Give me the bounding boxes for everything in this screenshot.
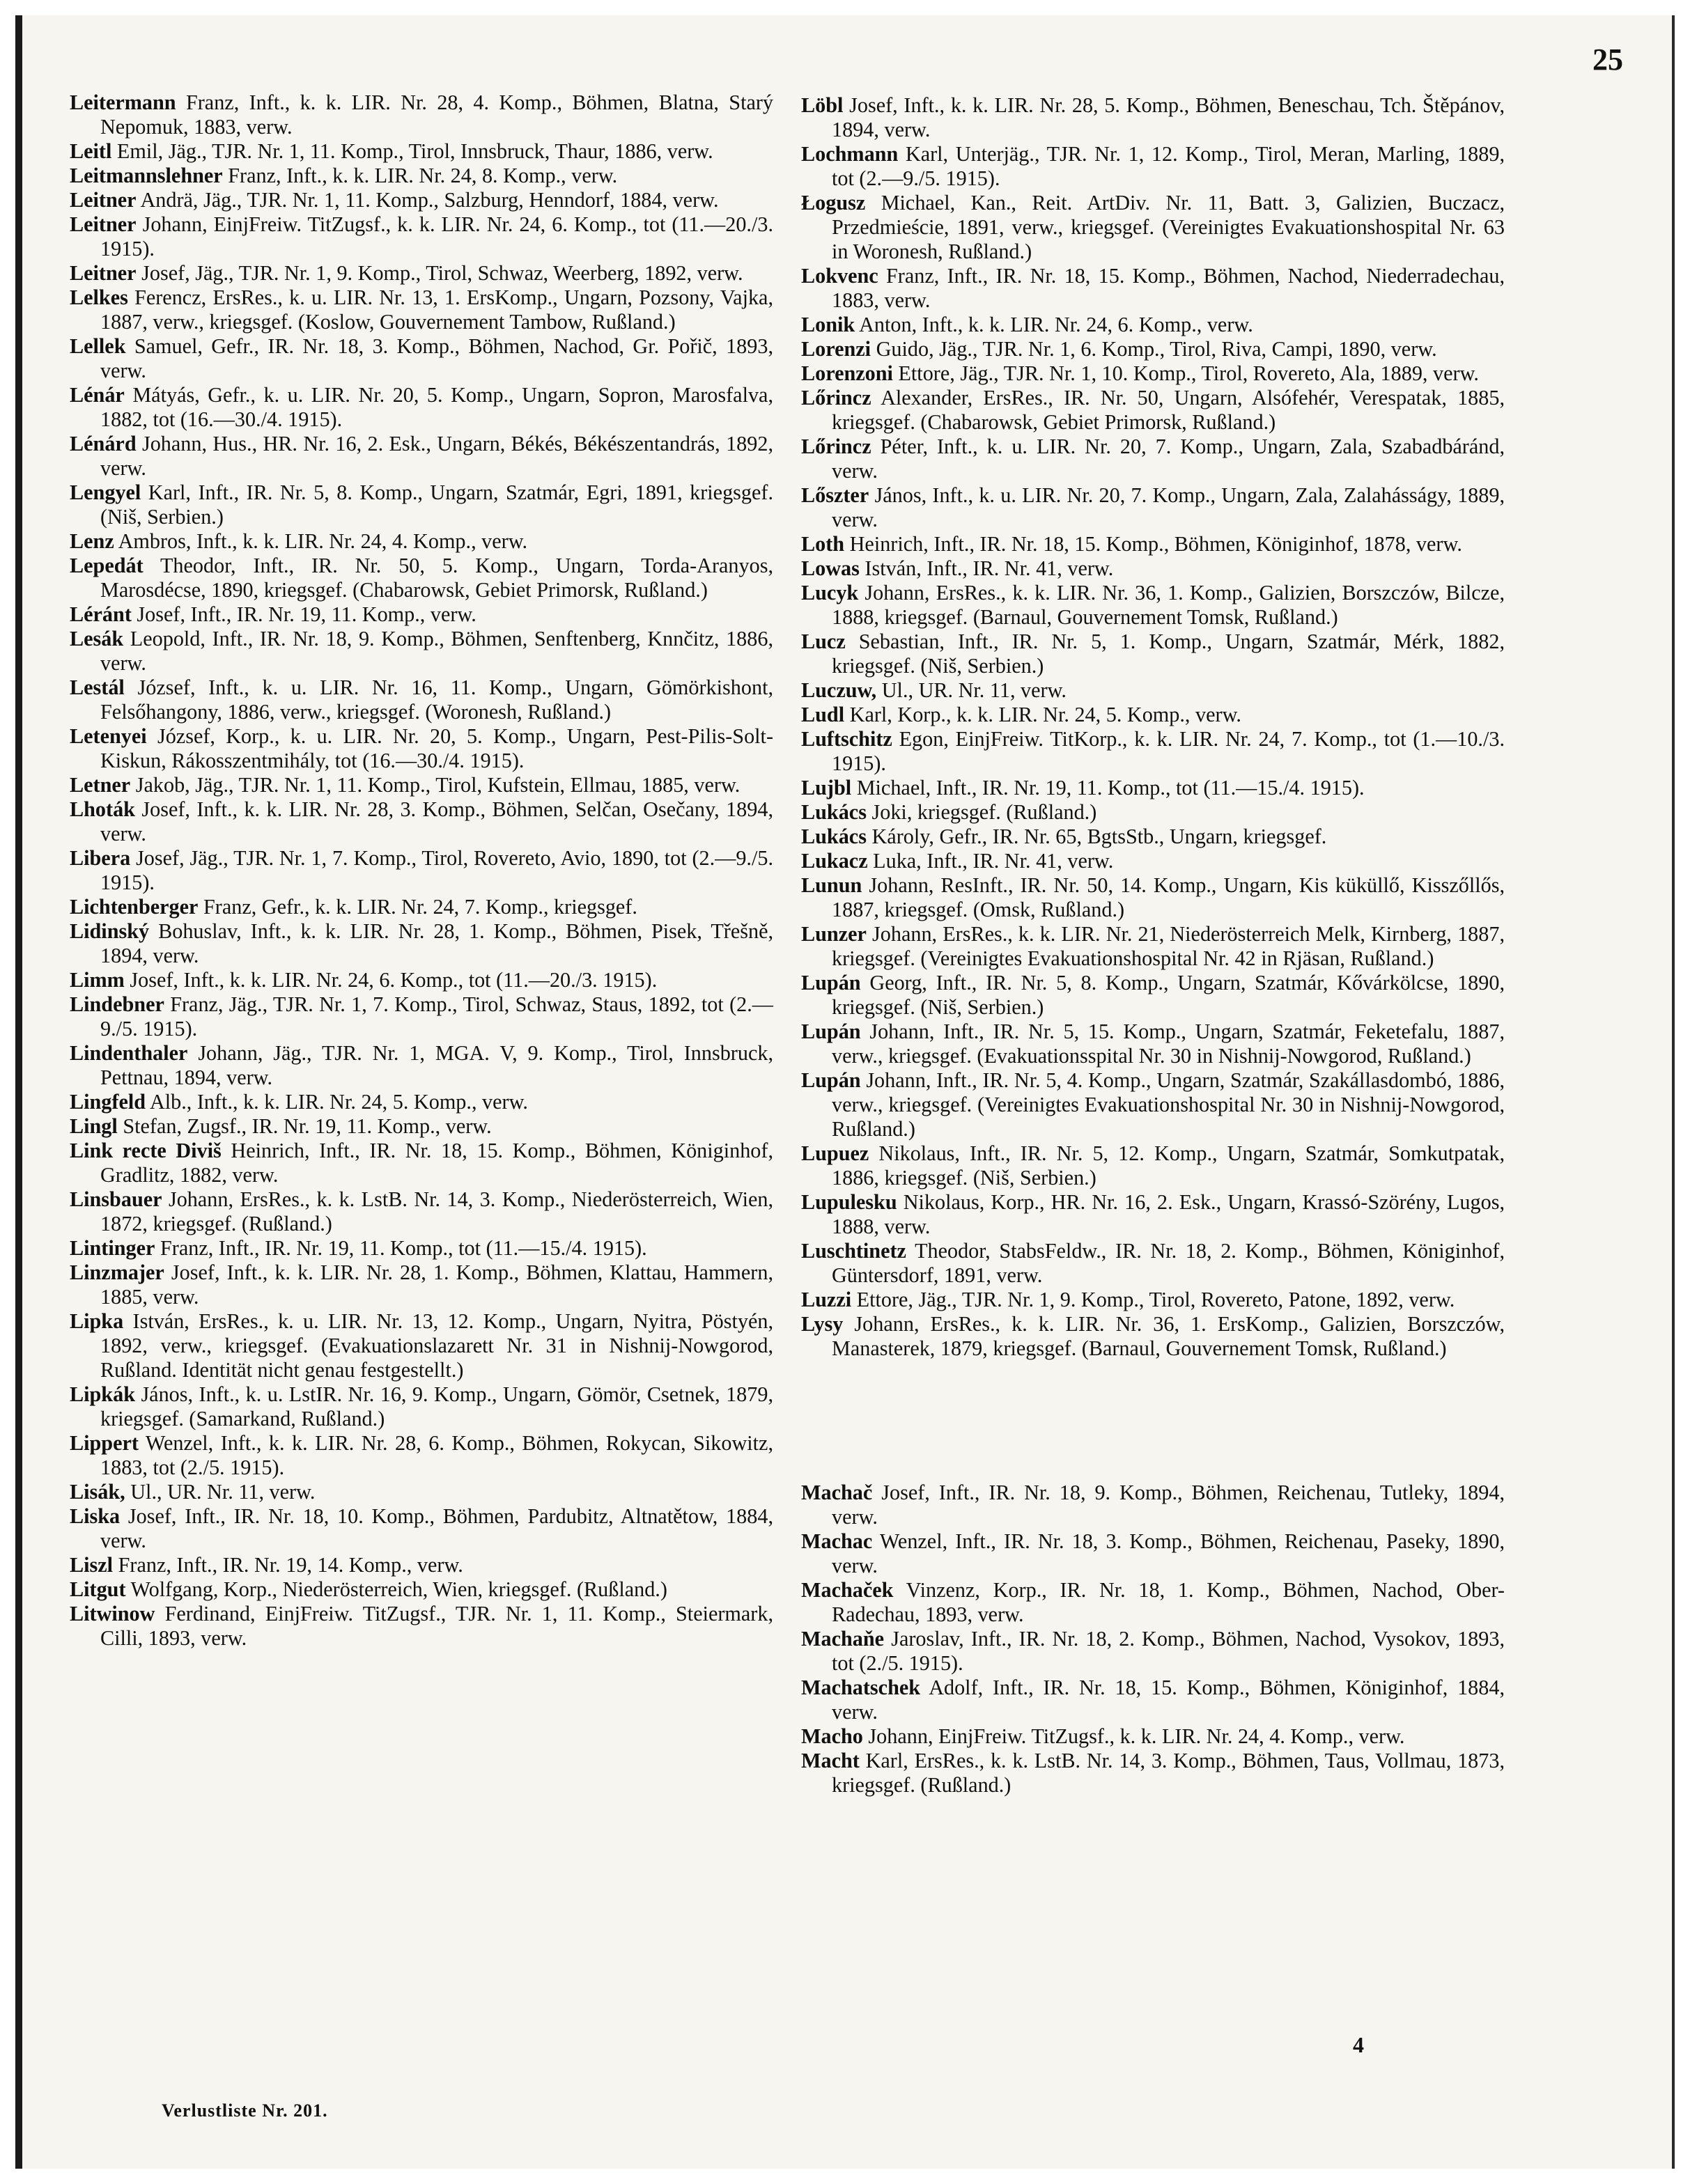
entry-surname: Lukács: [801, 825, 867, 848]
casualty-entry: [70, 676, 773, 724]
casualty-entry: [70, 261, 773, 286]
entry-surname: Lőrincz: [801, 435, 871, 458]
entry-surname: Lupuez: [801, 1141, 869, 1165]
casualty-entry: [801, 1627, 1505, 1676]
entry-surname: Lukács: [801, 800, 867, 824]
entry-surname: Lokvenc: [801, 264, 878, 288]
casualty-entry: [801, 483, 1505, 532]
entry-surname: Litwinow: [70, 1602, 155, 1625]
entry-details: Ettore, Jäg., TJR. Nr. 1, 9. Komp., Tirol, Rovereto, Patone, 1892, verw.: [856, 1288, 1455, 1311]
casualty-entry: [801, 703, 1505, 727]
entry-surname: Linsbauer: [70, 1187, 162, 1211]
entry-surname: Lénár: [70, 383, 125, 407]
entry-surname: Lőszter: [801, 483, 869, 507]
entry-surname: Lysy: [801, 1312, 844, 1336]
footer-list-title: Verlustliste Nr. 201.: [162, 2100, 328, 2121]
entry-details: Johann, Jäg., TJR. Nr. 1, MGA. V, 9. Komp., Tirol, Innsbruck, Pettnau, 1894, verw.: [100, 1041, 773, 1089]
casualty-entry: [801, 1068, 1505, 1141]
entry-surname: Letner: [70, 773, 131, 797]
entry-surname: Luzzi: [801, 1288, 852, 1311]
casualty-entry: [70, 627, 773, 676]
entry-details: Johann, Inft., IR. Nr. 5, 15. Komp., Ungarn, Szatmár, Feketefalu, 1887, verw., kriegsgef. (Evakuationsspital Nr. 30 in Nishnij-Nowgorod, Rußland.): [832, 1020, 1505, 1068]
entry-details: Franz, Inft., IR. Nr. 19, 11. Komp., tot (11.—15./4. 1915).: [160, 1236, 647, 1260]
entry-surname: Machaňe: [801, 1627, 885, 1651]
casualty-entry: [801, 825, 1505, 849]
casualty-entry: [801, 1312, 1505, 1361]
casualty-entry: [70, 286, 773, 334]
entry-details: Nikolaus, Korp., HR. Nr. 16, 2. Esk., Ungarn, Krassó-Szörény, Lugos, 1888, verw.: [832, 1190, 1505, 1238]
casualty-entry: [70, 1041, 773, 1090]
entry-surname: Lingl: [70, 1114, 118, 1138]
entry-surname: Luschtinetz: [801, 1239, 906, 1263]
entry-surname: Loth: [801, 532, 845, 556]
entry-details: Franz, Inft., k. k. LIR. Nr. 28, 4. Komp., Böhmen, Blatna, Starý Nepomuk, 1883, verw.: [100, 91, 774, 139]
casualty-entry: [801, 93, 1505, 142]
entry-details: Ul., UR. Nr. 11, verw.: [130, 1480, 316, 1504]
entry-surname: Lonik: [801, 313, 855, 336]
casualty-entry: [70, 164, 773, 188]
entry-surname: Lupán: [801, 971, 861, 994]
casualty-entry: [70, 1309, 773, 1382]
casualty-entry: [801, 1749, 1505, 1797]
casualty-entry: [70, 895, 773, 919]
entry-surname: Lunzer: [801, 922, 867, 946]
entry-details: Wolfgang, Korp., Niederösterreich, Wien, kriegsgef. (Rußland.): [130, 1577, 667, 1601]
casualty-entry: [801, 1141, 1505, 1190]
casualty-entry: [801, 678, 1505, 703]
entry-surname: Lochmann: [801, 142, 899, 166]
casualty-entry: [801, 1020, 1505, 1068]
entry-surname: Macht: [801, 1749, 860, 1772]
casualty-entry: [70, 968, 773, 992]
casualty-entry: [70, 846, 773, 895]
entry-surname: Machac: [801, 1529, 873, 1553]
entry-surname: Lengyel: [70, 481, 141, 504]
entry-details: Stefan, Zugsf., IR. Nr. 19, 11. Komp., verw.: [123, 1114, 492, 1138]
casualty-entry: [70, 1577, 773, 1602]
entry-surname: Lindenthaler: [70, 1041, 188, 1065]
entry-details: János, Inft., k. u. LIR. Nr. 20, 7. Komp., Ungarn, Zala, Zalahásságy, 1889, verw.: [832, 483, 1505, 531]
entry-surname: Machaček: [801, 1578, 894, 1602]
entry-details: Josef, Inft., IR. Nr. 18, 9. Komp., Böhmen, Reichenau, Tutleky, 1894, verw.: [832, 1481, 1505, 1529]
entry-details: Samuel, Gefr., IR. Nr. 18, 3. Komp., Böhmen, Nachod, Gr. Pořič, 1893, verw.: [100, 334, 773, 382]
casualty-entry: [801, 1676, 1505, 1724]
entry-details: Johann, EinjFreiw. TitZugsf., k. k. LIR. Nr. 24, 4. Komp., verw.: [868, 1724, 1405, 1748]
entry-surname: Leitner: [70, 188, 137, 212]
entry-details: Péter, Inft., k. u. LIR. Nr. 20, 7. Komp., Ungarn, Zala, Szabadbáránd, verw.: [832, 435, 1505, 483]
casualty-entry: [70, 188, 773, 212]
casualty-entry: [801, 313, 1505, 337]
entry-surname: Lintinger: [70, 1236, 155, 1260]
entry-details: Nikolaus, Inft., IR. Nr. 5, 12. Komp., Ungarn, Szatmár, Somkutpatak, 1886, kriegsgef. (Niš, Serbien.): [832, 1141, 1505, 1190]
entry-details: Mátyás, Gefr., k. u. LIR. Nr. 20, 5. Komp., Ungarn, Sopron, Marosfalva, 1882, tot (16.—30./4. 1915).: [100, 383, 774, 431]
entry-details: Joki, kriegsgef. (Rußland.): [871, 800, 1097, 824]
entry-surname: Lupán: [801, 1068, 861, 1092]
entry-details: Franz, Inft., IR. Nr. 18, 15. Komp., Böhmen, Nachod, Niederradechau, 1883, verw.: [832, 264, 1505, 312]
casualty-entry: [70, 481, 773, 529]
entry-details: Georg, Inft., IR. Nr. 5, 8. Komp., Ungarn, Szatmár, Kővárkölcse, 1890, kriegsgef. (Niš, Serbien.): [832, 971, 1505, 1019]
entry-details: Theodor, StabsFeldw., IR. Nr. 18, 2. Komp., Böhmen, Königinhof, Güntersdorf, 1891, verw.: [832, 1239, 1505, 1287]
entry-details: József, Korp., k. u. LIR. Nr. 20, 5. Komp., Ungarn, Pest-Pilis-Solt-Kiskun, Rákosszentmihály, tot (16.—30./4. 1915).: [100, 724, 773, 772]
entry-surname: Lukacz: [801, 849, 868, 873]
entry-surname: Lorenzi: [801, 337, 871, 361]
entry-details: József, Inft., k. u. LIR. Nr. 16, 11. Komp., Ungarn, Gömörkishont, Felsőhangony, 1886, verw., kriegsgef. (Woronesh, Rußland.): [100, 676, 774, 724]
entry-details: Ferdinand, EinjFreiw. TitZugsf., TJR. Nr. 1, 11. Komp., Steiermark, Cilli, 1893, verw.: [100, 1602, 774, 1650]
casualty-entry: [801, 1529, 1505, 1578]
entry-details: Josef, Inft., IR. Nr. 18, 10. Komp., Böhmen, Pardubitz, Altnatětow, 1884, verw.: [100, 1504, 774, 1552]
section-gap: [801, 1361, 1505, 1481]
entry-surname: Léránt: [70, 602, 132, 626]
entry-surname: Libera: [70, 846, 131, 870]
casualty-entry: [70, 1480, 773, 1504]
casualty-entry: [801, 435, 1505, 483]
casualty-entry: [801, 922, 1505, 971]
casualty-entry: [801, 1481, 1505, 1529]
entry-surname: Liska: [70, 1504, 121, 1528]
entry-surname: Lhoták: [70, 797, 135, 821]
entry-details: Michael, Kan., Reit. ArtDiv. Nr. 11, Batt. 3, Galizien, Buczacz, Przedmieście, 1891, verw., kriegsgef. (Vereinigtes Evakuationshospital Nr. 63 in Woronesh, Rußland.): [832, 191, 1505, 263]
entry-surname: Leitermann: [70, 91, 176, 114]
casualty-entry: [70, 919, 773, 968]
entry-details: Franz, Gefr., k. k. LIR. Nr. 24, 7. Komp., kriegsgef.: [203, 895, 637, 919]
entry-surname: Lingfeld: [70, 1090, 146, 1114]
entry-details: Johann, ErsRes., k. k. LIR. Nr. 36, 1. Komp., Galizien, Borszczów, Bilcze, 1888, kriegsgef. (Barnaul, Gouvernement Tomsk, Rußland.): [832, 581, 1505, 629]
entry-surname: Lowas: [801, 556, 860, 580]
casualty-entry: [70, 432, 773, 481]
casualty-entry: [70, 1382, 773, 1431]
entry-details: Theodor, Inft., IR. Nr. 50, 5. Komp., Ungarn, Torda-Aranyos, Marosdécse, 1890, kriegsgef. (Chabarowsk, Gebiet Primorsk, Rußland.): [100, 554, 773, 602]
entry-details: Josef, Inft., k. k. LIR. Nr. 24, 6. Komp., tot (11.—20./3. 1915).: [130, 968, 658, 992]
entry-surname: Löbl: [801, 93, 844, 117]
entry-details: Guido, Jäg., TJR. Nr. 1, 6. Komp., Tirol, Riva, Campi, 1890, verw.: [876, 337, 1437, 361]
entry-surname: Lőrincz: [801, 386, 871, 410]
casualty-entry: [70, 1139, 773, 1187]
casualty-entry: [70, 602, 773, 627]
entry-surname: Leitl: [70, 139, 112, 163]
entry-surname: Lestál: [70, 676, 125, 699]
entry-details: Ferencz, ErsRes., k. u. LIR. Nr. 13, 1. ErsKomp., Ungarn, Pozsony, Vajka, 1887, verw., kriegsgef. (Koslow, Gouvernement Tambow, Rußland.): [100, 286, 773, 334]
entry-details: Egon, EinjFreiw. TitKorp., k. k. LIR. Nr. 24, 7. Komp., tot (1.—10./3. 1915).: [832, 727, 1505, 775]
entry-details: Franz, Inft., k. k. LIR. Nr. 24, 8. Komp., verw.: [228, 164, 618, 187]
casualty-entry: [70, 91, 773, 139]
entry-details: Anton, Inft., k. k. LIR. Nr. 24, 6. Komp., verw.: [859, 313, 1253, 336]
casualty-entry: [70, 1261, 773, 1309]
entry-details: Vinzenz, Korp., IR. Nr. 18, 1. Komp., Böhmen, Nachod, Ober-Radechau, 1893, verw.: [832, 1578, 1505, 1626]
right-column-m-entries: [801, 1481, 1505, 1797]
entry-details: János, Inft., k. u. LstIR. Nr. 16, 9. Komp., Ungarn, Gömör, Csetnek, 1879, kriegsgef. (Samarkand, Rußland.): [100, 1382, 774, 1430]
entry-details: Alb., Inft., k. k. LIR. Nr. 24, 5. Komp., verw.: [149, 1090, 528, 1114]
casualty-entry: [70, 212, 773, 261]
casualty-entry: [70, 554, 773, 602]
entry-surname: Lesák: [70, 627, 124, 650]
entry-surname: Luftschitz: [801, 727, 892, 751]
casualty-entry: [801, 630, 1505, 678]
casualty-entry: [801, 776, 1505, 800]
casualty-entry: [801, 556, 1505, 581]
entry-surname: Lupán: [801, 1020, 861, 1043]
casualty-entry: [70, 1236, 773, 1261]
entry-details: Ambros, Inft., k. k. LIR. Nr. 24, 4. Komp., verw.: [118, 529, 528, 553]
entry-details: Josef, Inft., k. k. LIR. Nr. 28, 3. Komp., Böhmen, Selčan, Osečany, 1894, verw.: [100, 797, 773, 845]
casualty-entry: [801, 971, 1505, 1020]
entry-details: Wenzel, Inft., IR. Nr. 18, 3. Komp., Böhmen, Reichenau, Paseky, 1890, verw.: [832, 1529, 1505, 1577]
entry-surname: Lorenzoni: [801, 361, 893, 385]
entry-surname: Machatschek: [801, 1676, 921, 1699]
document-page: [15, 15, 1675, 2169]
entry-details: Luka, Inft., IR. Nr. 41, verw.: [873, 849, 1114, 873]
casualty-entry: [801, 581, 1505, 630]
entry-details: Johann, ResInft., IR. Nr. 50, 14. Komp., Ungarn, Kis küküllő, Kisszőllős, 1887, kriegsgef. (Omsk, Rußland.): [832, 873, 1505, 921]
casualty-entry: [801, 337, 1505, 361]
casualty-entry: [801, 1724, 1505, 1749]
entry-details: Heinrich, Inft., IR. Nr. 18, 15. Komp., Böhmen, Königinhof, 1878, verw.: [849, 532, 1462, 556]
entry-surname: Lellek: [70, 334, 126, 358]
casualty-entry: [70, 797, 773, 846]
entry-details: Wenzel, Inft., k. k. LIR. Nr. 28, 6. Komp., Böhmen, Rokycan, Sikowitz, 1883, tot (2./5. 1915).: [100, 1431, 773, 1479]
casualty-entry: [801, 800, 1505, 825]
casualty-entry: [70, 724, 773, 773]
entry-details: Johann, EinjFreiw. TitZugsf., k. k. LIR. Nr. 24, 6. Komp., tot (11.—20./3. 1915).: [100, 212, 773, 260]
casualty-entry: [70, 1090, 773, 1114]
entry-surname: Macho: [801, 1724, 863, 1748]
entry-surname: Lisák,: [70, 1480, 125, 1504]
casualty-entry: [70, 529, 773, 554]
entry-surname: Lucz: [801, 630, 846, 653]
left-column: [70, 91, 773, 1651]
entry-details: Jaroslav, Inft., IR. Nr. 18, 2. Komp., Böhmen, Nachod, Vysokov, 1893, tot (2./5. 1915).: [832, 1627, 1505, 1675]
entry-details: Leopold, Inft., IR. Nr. 18, 9. Komp., Böhmen, Senftenberg, Knnčitz, 1886, verw.: [100, 627, 773, 675]
casualty-entry: [70, 773, 773, 797]
entry-surname: Lenz: [70, 529, 114, 553]
entry-details: Josef, Inft., k. k. LIR. Nr. 28, 1. Komp., Böhmen, Klattau, Hammern, 1885, verw.: [100, 1261, 773, 1309]
entry-surname: Link recte Diviš: [70, 1139, 222, 1162]
entry-details: Ul., UR. Nr. 11, verw.: [881, 678, 1067, 702]
entry-surname: Lujbl: [801, 776, 852, 800]
entry-details: István, Inft., IR. Nr. 41, verw.: [865, 556, 1114, 580]
casualty-entry: [70, 139, 773, 164]
casualty-entry: [801, 1578, 1505, 1627]
entry-details: Heinrich, Inft., IR. Nr. 18, 15. Komp., Böhmen, Königinhof, Gradlitz, 1882, verw.: [100, 1139, 774, 1187]
casualty-entry: [801, 532, 1505, 556]
casualty-entry: [70, 1114, 773, 1139]
entry-details: Franz, Jäg., TJR. Nr. 1, 7. Komp., Tirol, Schwaz, Staus, 1892, tot (2.—9./5. 1915).: [100, 992, 773, 1040]
entry-details: Josef, Inft., k. k. LIR. Nr. 28, 5. Komp., Böhmen, Beneschau, Tch. Štěpánov, 1894, verw.: [832, 93, 1505, 141]
entry-details: Josef, Jäg., TJR. Nr. 1, 7. Komp., Tirol, Rovereto, Avio, 1890, tot (2.—9./5. 1915).: [100, 846, 773, 894]
entry-details: Franz, Inft., IR. Nr. 19, 14. Komp., verw.: [118, 1553, 463, 1577]
entry-details: Karl, Korp., k. k. LIR. Nr. 24, 5. Komp., verw.: [849, 703, 1241, 726]
casualty-entry: [70, 992, 773, 1041]
entry-details: Karl, Unterjäg., TJR. Nr. 1, 12. Komp., Tirol, Meran, Marling, 1889, tot (2.—9./5. 1915).: [832, 142, 1505, 190]
casualty-entry: [70, 383, 773, 432]
entry-surname: Lunun: [801, 873, 862, 897]
entry-surname: Leitner: [70, 261, 137, 285]
entry-details: Johann, ErsRes., k. k. LIR. Nr. 36, 1. ErsKomp., Galizien, Borszczów, Manasterek, 1879, kriegsgef. (Barnaul, Gouvernement Tomsk, Rußland.): [832, 1312, 1505, 1360]
entry-details: Josef, Inft., IR. Nr. 19, 11. Komp., verw.: [137, 602, 476, 626]
entry-surname: Lepedát: [70, 554, 144, 577]
entry-surname: Limm: [70, 968, 125, 992]
entry-surname: Machač: [801, 1481, 873, 1504]
page-number: 25: [1592, 42, 1623, 77]
entry-details: Bohuslav, Inft., k. k. LIR. Nr. 28, 1. Komp., Böhmen, Pisek, Třešně, 1894, verw.: [100, 919, 774, 967]
right-column-top-entries: [801, 93, 1505, 1361]
entry-details: Alexander, ErsRes., IR. Nr. 50, Ungarn, Alsófehér, Verespatak, 1885, kriegsgef. (Chabarowsk, Gebiet Primorsk, Rußland.): [832, 386, 1505, 434]
entry-surname: Lipka: [70, 1309, 124, 1333]
casualty-entry: [801, 727, 1505, 776]
entry-details: István, ErsRes., k. u. LIR. Nr. 13, 12. Komp., Ungarn, Nyitra, Pöstyén, 1892, verw., kriegsgef. (Evakuationslazarett Nr. 31 in Nishnij-Nowgorod, Rußland. Identität nicht genau festgestellt.): [100, 1309, 773, 1382]
casualty-entry: [801, 142, 1505, 191]
entry-surname: Liszl: [70, 1553, 114, 1577]
entry-surname: Leitmannslehner: [70, 164, 223, 187]
entry-details: Sebastian, Inft., IR. Nr. 5, 1. Komp., Ungarn, Szatmár, Mérk, 1882, kriegsgef. (Niš, Serbien.): [832, 630, 1505, 678]
entry-surname: Lelkes: [70, 286, 128, 309]
casualty-entry: [801, 1190, 1505, 1239]
casualty-entry: [801, 191, 1505, 264]
entry-surname: Lichtenberger: [70, 895, 199, 919]
entry-details: Josef, Jäg., TJR. Nr. 1, 9. Komp., Tirol, Schwaz, Weerberg, 1892, verw.: [141, 261, 743, 285]
entry-details: Ettore, Jäg., TJR. Nr. 1, 10. Komp., Tirol, Rovereto, Ala, 1889, verw.: [898, 361, 1479, 385]
casualty-entry: [70, 334, 773, 383]
entry-details: Johann, Inft., IR. Nr. 5, 4. Komp., Ungarn, Szatmár, Szakállasdombó, 1886, verw., kriegsgef. (Vereinigtes Evakuationshospital Nr. 30 in Nishnij-Nowgorod, Rußland.): [832, 1068, 1505, 1141]
entry-details: Karl, Inft., IR. Nr. 5, 8. Komp., Ungarn, Szatmár, Egri, 1891, kriegsgef. (Niš, Serbien.): [100, 481, 774, 529]
entry-surname: Lippert: [70, 1431, 139, 1455]
casualty-entry: [70, 1187, 773, 1236]
casualty-entry: [801, 849, 1505, 873]
entry-surname: Lucyk: [801, 581, 859, 604]
entry-details: Michael, Inft., IR. Nr. 19, 11. Komp., tot (11.—15./4. 1915).: [856, 776, 1365, 800]
entry-details: Johann, Hus., HR. Nr. 16, 2. Esk., Ungarn, Békés, Békészentandrás, 1892, verw.: [100, 432, 773, 480]
casualty-entry: [70, 1553, 773, 1577]
casualty-entry: [801, 361, 1505, 386]
entry-surname: Litgut: [70, 1577, 126, 1601]
entry-details: Jakob, Jäg., TJR. Nr. 1, 11. Komp., Tirol, Kufstein, Ellmau, 1885, verw.: [135, 773, 741, 797]
entry-surname: Ludl: [801, 703, 845, 726]
entry-details: Károly, Gefr., IR. Nr. 65, BgtsStb., Ungarn, kriegsgef.: [871, 825, 1327, 848]
casualty-entry: [70, 1602, 773, 1651]
entry-surname: Lénárd: [70, 432, 137, 455]
casualty-entry: [801, 386, 1505, 435]
entry-surname: Lipkák: [70, 1382, 135, 1406]
casualty-entry: [801, 1288, 1505, 1312]
entry-details: Adolf, Inft., IR. Nr. 18, 15. Komp., Böhmen, Königinhof, 1884, verw.: [832, 1676, 1505, 1724]
entry-surname: Lidinský: [70, 919, 150, 943]
entry-details: Emil, Jäg., TJR. Nr. 1, 11. Komp., Tirol, Innsbruck, Thaur, 1886, verw.: [116, 139, 713, 163]
casualty-entry: [801, 1239, 1505, 1288]
entry-details: Johann, ErsRes., k. k. LstB. Nr. 14, 3. Komp., Niederösterreich, Wien, 1872, kriegsgef. (Rußland.): [100, 1187, 774, 1235]
entry-details: Andrä, Jäg., TJR. Nr. 1, 11. Komp., Salzburg, Henndorf, 1884, verw.: [140, 188, 719, 212]
entry-surname: Luczuw,: [801, 678, 877, 702]
entry-surname: Linzmajer: [70, 1261, 164, 1284]
entry-details: Karl, ErsRes., k. k. LstB. Nr. 14, 3. Komp., Böhmen, Taus, Vollmau, 1873, kriegsgef. (Rußland.): [832, 1749, 1505, 1797]
entry-surname: Łogusz: [801, 191, 866, 214]
right-column: [801, 93, 1505, 1797]
casualty-entry: [801, 264, 1505, 313]
entry-surname: Leitner: [70, 212, 137, 236]
entry-surname: Lindebner: [70, 992, 164, 1016]
casualty-entry: [70, 1431, 773, 1480]
entry-details: Johann, ErsRes., k. k. LIR. Nr. 21, Niederösterreich Melk, Kirnberg, 1887, kriegsgef. (Vereinigtes Evakuationshospital Nr. 42 in Rjäsan, Rußland.): [832, 922, 1505, 970]
casualty-entry: [801, 873, 1505, 922]
casualty-entry: [70, 1504, 773, 1553]
sheet-number: 4: [1353, 2032, 1364, 2057]
entry-surname: Lupulesku: [801, 1190, 897, 1214]
entry-surname: Letenyei: [70, 724, 147, 748]
